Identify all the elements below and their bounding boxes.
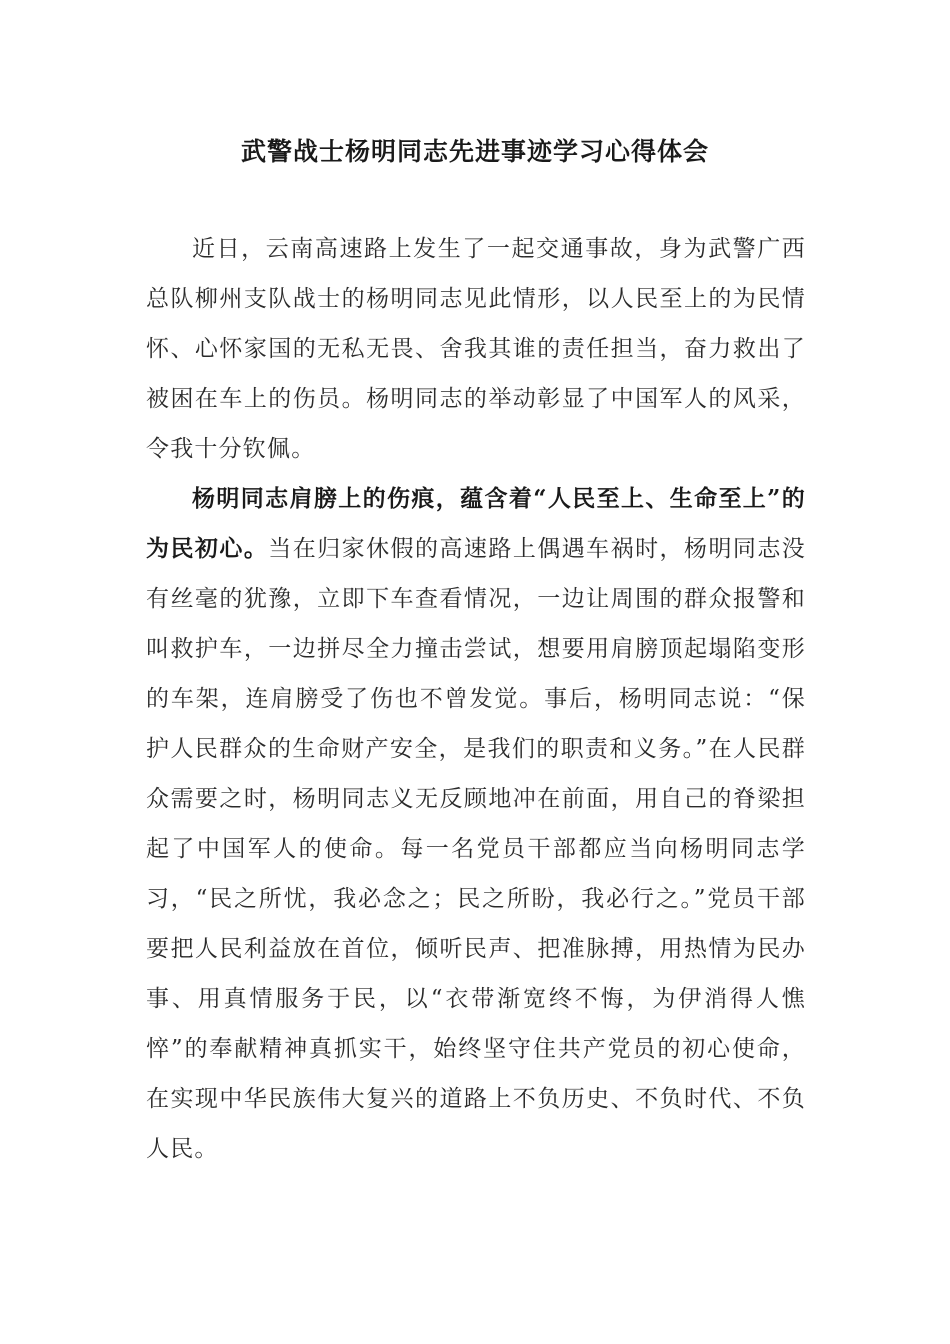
document-title: 武警战士杨明同志先进事迹学习心得体会 — [240, 137, 709, 166]
paragraph-1-text: 近日，云南高速路上发生了一起交通事故，身为武警广西总队柳州支队战士的杨明同志见此情形，以人民至上的为民情怀、心怀家国的无私无畏、舍我其谁的责任担当，奋力救出了被困在车上的伤员。杨明同志的举动彰显了中国军人的风采，令我十分钦佩。 — [146, 236, 806, 462]
document-body — [146, 224, 806, 1174]
paragraph-2-lead: 杨明同志肩膀上的伤痕，蕴含着“人民至上、生命至上”的为民初心。 — [146, 485, 806, 562]
paragraph-1 — [146, 224, 806, 474]
paragraph-2-text: 当在归家休假的高速路上偶遇车祸时，杨明同志没有丝毫的犹豫，立即下车查看情况，一边让周围的群众报警和叫救护车，一边拼尽全力撞击尝试，想要用肩膀顶起塌陷变形的车架，连肩膀受了伤也不曾发觉。事后，杨明同志说：“保护人民群众的生命财产安全，是我们的职责和义务。”在人民群众需要之时，杨明同志义无反顾地冲在前面，用自己的脊梁担起了中国军人的使命。每一名党员干部都应当向杨明同志学习，“民之所忧，我必念之；民之所盼，我必行之。”党员干部要把人民利益放在首位，倾听民声、把准脉搏，用热情为民办事、用真情服务于民，以“衣带渐宽终不悔，为伊消得人憔悴”的奉献精神真抓实干，始终坚守住共产党员的初心使命，在实现中华民族伟大复兴的道路上不负历史、不负时代、不负人民。 — [146, 536, 807, 1162]
paragraph-2 — [146, 474, 806, 1174]
